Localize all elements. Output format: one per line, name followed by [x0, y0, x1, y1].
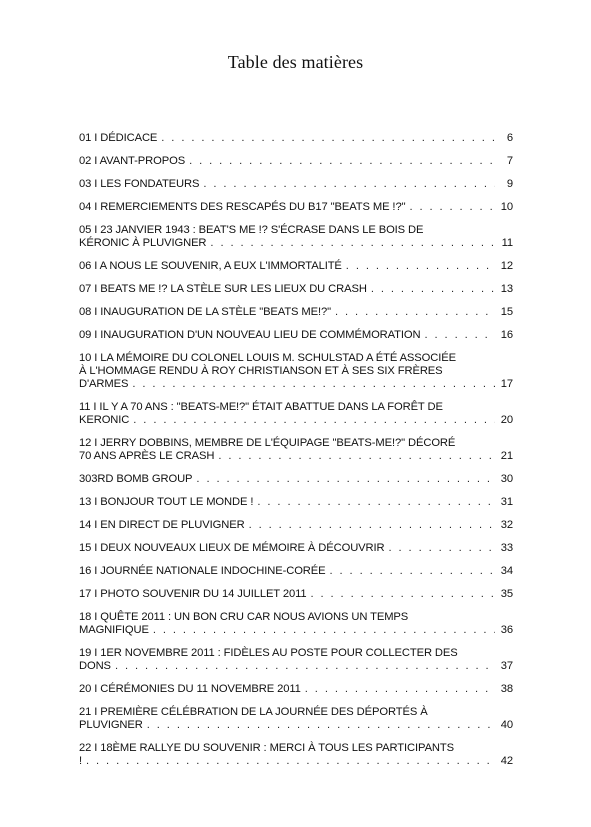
- toc-entry-line: [79, 496, 513, 509]
- toc-entry-line: [79, 178, 513, 191]
- toc-entry-line: [79, 414, 513, 427]
- toc-entry[interactable]: [79, 352, 513, 391]
- toc-entry-page-number: 34: [500, 565, 513, 577]
- toc-entry-title: 07 I BEATS ME !? LA STÈLE SUR LES LIEUX DU CRASH: [79, 283, 367, 295]
- toc-entry-page-number: 7: [506, 155, 513, 167]
- toc-entry[interactable]: [79, 437, 513, 463]
- toc-entry-line: [79, 237, 513, 250]
- toc-entry[interactable]: [79, 683, 513, 696]
- dot-leader: [409, 201, 495, 214]
- toc-entry[interactable]: [79, 496, 513, 509]
- toc-entry-title-line: 05 I 23 JANVIER 1943 : BEAT'S ME !? S'ÉCRASE DANS LE BOIS DE: [79, 224, 424, 236]
- toc-entry-page-number: 21: [500, 450, 513, 462]
- toc-entry-line: [79, 283, 513, 296]
- toc-entry-page-number: 31: [500, 496, 513, 508]
- toc-entry-title: KÉRONIC À PLUVIGNER: [79, 237, 207, 249]
- dot-leader: [161, 132, 495, 145]
- dot-leader: [132, 378, 495, 391]
- toc-entry-title-line: 10 I LA MÉMOIRE DU COLONEL LOUIS M. SCHULSTAD A ÉTÉ ASSOCIÉE: [79, 352, 456, 364]
- toc-entry-page-number: 11: [501, 237, 513, 249]
- toc-entry-line: [79, 378, 513, 391]
- toc-entry-title-line: 19 I 1ER NOVEMBRE 2011 : FIDÈLES AU POSTE POUR COLLECTER DES: [79, 647, 458, 659]
- toc-entry-page-number: 35: [500, 588, 513, 600]
- toc-entry[interactable]: [79, 519, 513, 532]
- toc-entry-page-number: 17: [500, 378, 513, 390]
- toc-entry-title: 13 I BONJOUR TOUT LE MONDE !: [79, 496, 254, 508]
- toc-entry-title: 04 I REMERCIEMENTS DES RESCAPÉS DU B17 "BEATS ME !?": [79, 201, 406, 213]
- toc-entry-page-number: 33: [500, 542, 513, 554]
- dot-leader: [249, 519, 495, 532]
- toc-entry-page-number: 42: [500, 755, 513, 767]
- dot-leader: [147, 719, 495, 732]
- toc-entry-line: [79, 542, 513, 555]
- toc-entry-title: PLUVIGNER: [79, 719, 143, 731]
- toc-entry-title: 16 I JOURNÉE NATIONALE INDOCHINE-CORÉE: [79, 565, 326, 577]
- table-of-contents: [79, 132, 513, 778]
- dot-leader: [133, 414, 495, 427]
- toc-entry-title-line: 11 I IL Y A 70 ANS : "BEATS-ME!?" ÉTAIT ABATTUE DANS LA FORÊT DE: [79, 401, 443, 413]
- toc-entry-title: 14 I EN DIRECT DE PLUVIGNER: [79, 519, 245, 531]
- toc-entry-title: DONS: [79, 660, 111, 672]
- toc-entry[interactable]: [79, 742, 513, 768]
- toc-entry-title: 09 I INAUGURATION D'UN NOUVEAU LIEU DE COMMÉMORATION: [79, 329, 421, 341]
- toc-entry-line: [79, 565, 513, 578]
- toc-entry-title: !: [79, 755, 83, 767]
- toc-entry-page-number: 13: [500, 283, 513, 295]
- toc-entry[interactable]: [79, 588, 513, 601]
- toc-entry-title: 303RD BOMB GROUP: [79, 473, 193, 485]
- toc-entry-line: [79, 132, 513, 145]
- toc-entry-line: [79, 201, 513, 214]
- toc-entry-title: 15 I DEUX NOUVEAUX LIEUX DE MÉMOIRE À DÉCOUVRIR: [79, 542, 385, 554]
- toc-entry-page-number: 15: [500, 306, 513, 318]
- dot-leader: [330, 565, 495, 578]
- toc-entry[interactable]: [79, 201, 513, 214]
- toc-entry-page-number: 16: [500, 329, 513, 341]
- dot-leader: [305, 683, 495, 696]
- dot-leader: [189, 155, 495, 168]
- toc-entry-page-number: 32: [500, 519, 513, 531]
- toc-entry-line: [79, 473, 513, 486]
- toc-entry-title: 70 ANS APRÈS LE CRASH: [79, 450, 215, 462]
- toc-entry-line: [79, 683, 513, 696]
- dot-leader: [196, 473, 495, 486]
- toc-entry-title: 06 I A NOUS LE SOUVENIR, A EUX L'IMMORTALITÉ: [79, 260, 342, 272]
- dot-leader: [153, 624, 495, 637]
- toc-entry-title: KERONIC: [79, 414, 130, 426]
- toc-entry-page-number: 36: [500, 624, 513, 636]
- dot-leader: [257, 496, 495, 509]
- toc-entry[interactable]: [79, 329, 513, 342]
- toc-entry[interactable]: [79, 260, 513, 273]
- toc-entry-line: [79, 450, 513, 463]
- toc-entry-line: [79, 588, 513, 601]
- dot-leader: [311, 588, 496, 601]
- toc-entry-title: D'ARMES: [79, 378, 129, 390]
- toc-entry-title: 03 I LES FONDATEURS: [79, 178, 200, 190]
- toc-entry-line: [79, 660, 513, 673]
- dot-leader: [425, 329, 495, 342]
- toc-entry-page-number: 12: [500, 260, 513, 272]
- toc-entry-title-line: 18 I QUÊTE 2011 : UN BON CRU CAR NOUS AVIONS UN TEMPS: [79, 611, 409, 623]
- page-title: Table des matières: [227, 52, 364, 72]
- dot-leader: [346, 260, 495, 273]
- toc-entry-line: [79, 519, 513, 532]
- toc-entry-title: 20 I CÉRÉMONIES DU 11 NOVEMBRE 2011: [79, 683, 301, 695]
- dot-leader: [86, 755, 495, 768]
- toc-entry-title: 08 I INAUGURATION DE LA STÈLE "BEATS ME!?": [79, 306, 332, 318]
- toc-entry-line: [79, 260, 513, 273]
- toc-entry-page-number: 6: [506, 132, 513, 144]
- toc-entry-page-number: 9: [506, 178, 513, 190]
- toc-entry[interactable]: [79, 611, 513, 637]
- toc-entry-title-line: 21 I PREMIÈRE CÉLÉBRATION DE LA JOURNÉE DES DÉPORTÉS À: [79, 706, 428, 718]
- toc-entry[interactable]: [79, 155, 513, 168]
- toc-entry[interactable]: [79, 647, 513, 673]
- toc-entry[interactable]: [79, 178, 513, 191]
- toc-entry-title: MAGNIFIQUE: [79, 624, 149, 636]
- toc-entry-line: [79, 624, 513, 637]
- toc-entry-title: 02 I AVANT-PROPOS: [79, 155, 186, 167]
- toc-entry-page-number: 20: [500, 414, 513, 426]
- toc-entry[interactable]: [79, 224, 513, 250]
- dot-leader: [371, 283, 495, 296]
- toc-entry-title-line: À L'HOMMAGE RENDU À ROY CHRISTIANSON ET À SES SIX FRÈRES: [79, 365, 443, 377]
- toc-entry[interactable]: [79, 565, 513, 578]
- dot-leader: [218, 450, 495, 463]
- dot-leader: [115, 660, 495, 673]
- toc-entry[interactable]: [79, 306, 513, 319]
- dot-leader: [389, 542, 495, 555]
- dot-leader: [335, 306, 495, 319]
- toc-entry[interactable]: [79, 473, 513, 486]
- toc-entry-page-number: 38: [500, 683, 513, 695]
- dot-leader: [203, 178, 495, 191]
- toc-entry-page-number: 40: [500, 719, 513, 731]
- toc-entry-title-line: 12 I JERRY DOBBINS, MEMBRE DE L'ÉQUIPAGE "BEATS-ME!?" DÉCORÉ: [79, 437, 456, 449]
- toc-entry-line: [79, 719, 513, 732]
- toc-entry-title-line: 22 I 18ÈME RALLYE DU SOUVENIR : MERCI À TOUS LES PARTICIPANTS: [79, 742, 455, 754]
- toc-entry[interactable]: [79, 542, 513, 555]
- toc-entry-title: 17 I PHOTO SOUVENIR DU 14 JUILLET 2011: [79, 588, 307, 600]
- toc-entry-line: [79, 329, 513, 342]
- toc-entry[interactable]: [79, 401, 513, 427]
- toc-entry-page-number: 37: [500, 660, 513, 672]
- toc-entry-line: [79, 755, 513, 768]
- toc-entry-line: [79, 306, 513, 319]
- toc-entry[interactable]: [79, 283, 513, 296]
- toc-entry-page-number: 30: [500, 473, 513, 485]
- dot-leader: [210, 237, 495, 250]
- toc-entry-page-number: 10: [500, 201, 513, 213]
- toc-entry-title: 01 I DÉDICACE: [79, 132, 158, 144]
- toc-entry[interactable]: [79, 706, 513, 732]
- toc-entry[interactable]: [79, 132, 513, 145]
- toc-entry-line: [79, 155, 513, 168]
